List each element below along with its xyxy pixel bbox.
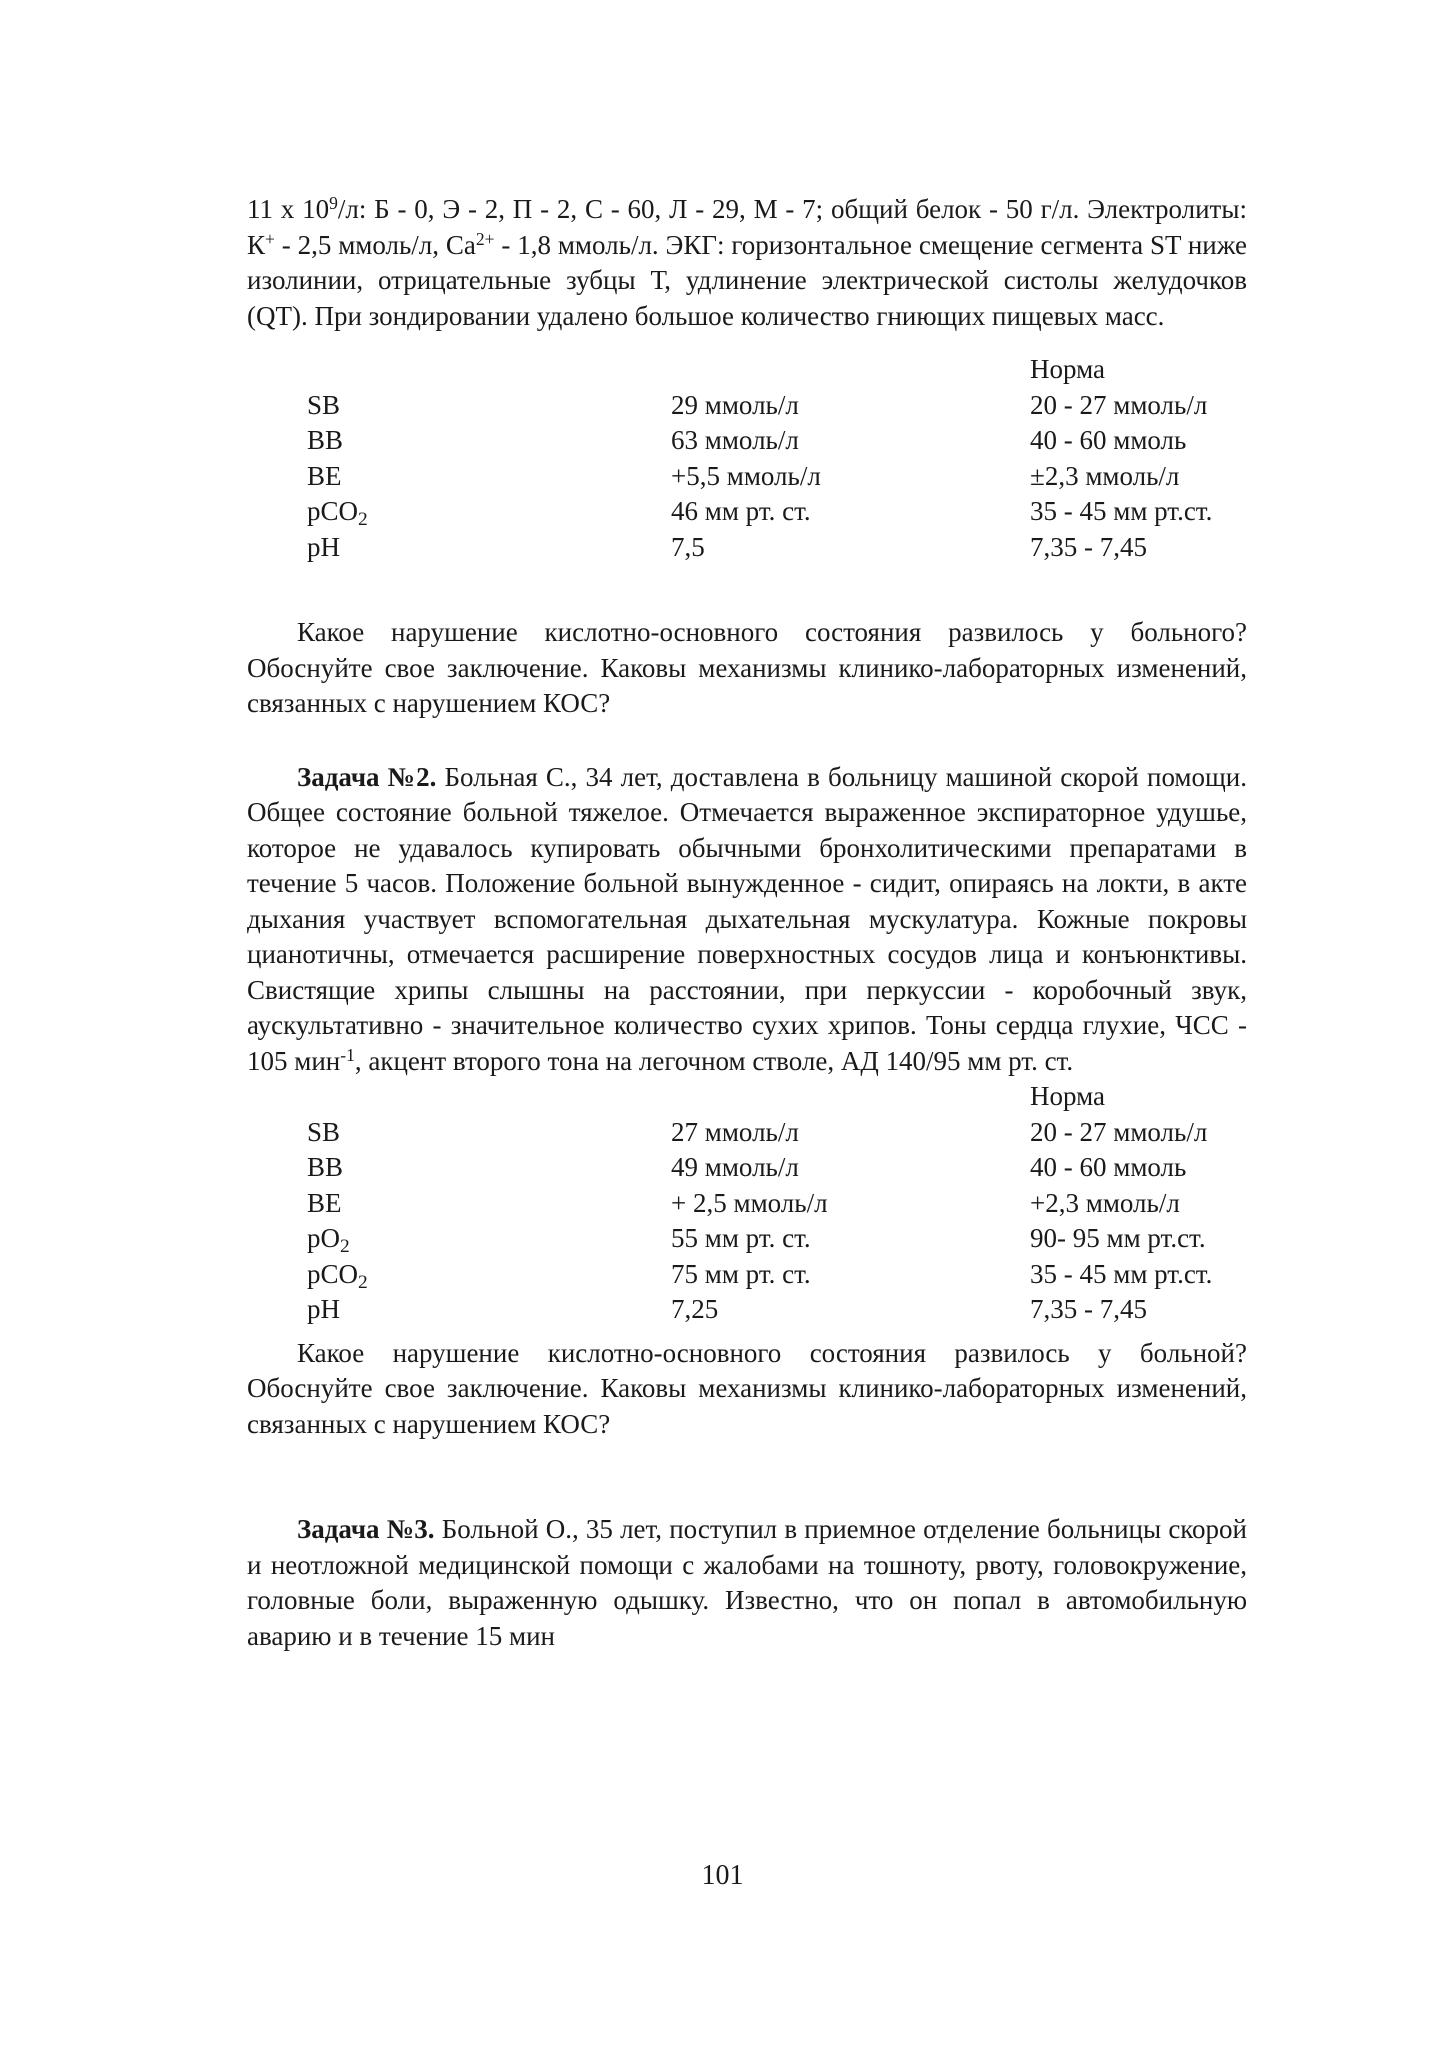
param-norm: 90- 95 мм рт.ст. <box>1030 1223 1206 1253</box>
lab-table-2 <box>247 1079 1247 1328</box>
task-2-paragraph <box>247 760 1247 1080</box>
param-name-base: pO <box>307 1223 340 1253</box>
param-name <box>307 1257 671 1293</box>
param-name-sub: 2 <box>340 1235 350 1257</box>
param-value: + 2,5 ммоль/л <box>671 1187 828 1218</box>
task-3-text: Больной О., 35 лет, поступил в приемное отделение больницы скорой и неотложной медицинской помощи с жалобами на тошноту, рвоту, головокружение, головные боли, выраженную одышку. Известно, что он попал в автомобильную аварию и в течение 15 мин <box>247 1514 1247 1651</box>
intro-sup: 9 <box>329 193 338 214</box>
param-name: SB <box>307 1116 341 1147</box>
param-norm: ±2,3 ммоль/л <box>1030 460 1180 491</box>
param-value: +5,5 ммоль/л <box>671 460 821 491</box>
param-value: 29 ммоль/л <box>671 389 799 420</box>
param-name-sub: 2 <box>358 508 368 530</box>
page-number: 101 <box>701 1860 744 1891</box>
task-3-paragraph <box>247 1512 1247 1654</box>
param-value: 46 мм рт. ст. <box>671 496 811 526</box>
norm-header: Норма <box>1030 354 1105 384</box>
task-2-text: , акцент второго тона на легочном стволе, АД 140/95 мм рт. ст. <box>354 1045 1074 1076</box>
param-norm: 7,35 - 7,45 <box>1030 531 1147 562</box>
param-value: 63 ммоль/л <box>671 425 799 455</box>
param-name: pH <box>307 531 340 562</box>
task-3-label: Задача №3. <box>297 1514 435 1544</box>
param-name: SB <box>307 389 341 420</box>
param-name: pH <box>307 1294 340 1324</box>
param-name <box>307 1221 671 1257</box>
param-norm: 35 - 45 мм рт.ст. <box>1030 496 1213 526</box>
param-norm: 40 - 60 ммоль <box>1030 1152 1187 1182</box>
param-value: 7,5 <box>671 531 705 562</box>
param-norm: 20 - 27 ммоль/л <box>1030 389 1208 420</box>
intro-text: - 1,8 ммоль/л. ЭКГ: горизонтальное смещение сегмента ST ниже изолинии, отрицательные зубцы Т, удлинение электрической систолы желудочков (QT). При зондировании удалено большое количество гниющих пищевых масс. <box>247 229 1248 331</box>
intro-text: 11 x 10 <box>247 194 330 224</box>
param-name: BE <box>307 460 342 491</box>
param-name-base: pCO <box>307 496 359 526</box>
question-1: Какое нарушение кислотно-основного состояния развилось у больного? Обоснуйте свое заключение. Каковы механизмы клинико-лабораторных изменений, связанных с нарушением КОС? <box>247 617 1247 718</box>
intro-text: - 2,5 ммоль/л, Са <box>274 229 476 260</box>
task-2-label: Задача №2. <box>297 761 437 792</box>
param-norm: 35 - 45 мм рт.ст. <box>1030 1258 1213 1289</box>
param-name: BE <box>307 1187 342 1218</box>
min-exponent: -1 <box>340 1044 355 1065</box>
param-name-base: pCO <box>307 1258 359 1289</box>
param-value: 7,25 <box>671 1294 719 1324</box>
param-value: 27 ммоль/л <box>671 1116 799 1147</box>
param-name: BB <box>307 425 344 455</box>
param-norm: 40 - 60 ммоль <box>1030 425 1187 455</box>
k-charge: + <box>265 228 275 249</box>
param-name <box>307 494 671 530</box>
param-value: 49 ммоль/л <box>671 1152 799 1182</box>
norm-header: Норма <box>1030 1081 1105 1111</box>
task-2-text: Больная С., 34 лет, доставлена в больницу машиной скорой помощи. Общее состояние больной тяжелое. Отмечается выраженное экспираторное удушье, которое не удавалось купировать обычными бронхолитическими препаратами в течение 5 часов. Положение больной вынужденное - сидит, опираясь на локти, в акте дыхания участвует вспомогательная дыхательная мускулатура. Кожные покровы цианотичны, отмечается расширение поверхностных сосудов лица и конъюнктивы. Свистящие хрипы слышны на расстоянии, при перкуссии - коробочный звук, аускультативно - значительное количество сухих хрипов. Тоны сердца глухие, ЧСС - 105 мин <box>247 761 1248 1076</box>
question-2: Какое нарушение кислотно-основного состояния развилось у больной? Обоснуйте свое заключение. Каковы механизмы клинико-лабораторных изменений, связанных с нарушением КОС? <box>247 1337 1247 1439</box>
intro-paragraph <box>247 192 1247 334</box>
param-name-sub: 2 <box>358 1271 368 1293</box>
param-value: 55 мм рт. ст. <box>671 1223 811 1253</box>
lab-table-1 <box>247 352 1247 565</box>
param-norm: +2,3 ммоль/л <box>1030 1187 1180 1218</box>
param-norm: 7,35 - 7,45 <box>1030 1294 1147 1324</box>
param-value: 75 мм рт. ст. <box>671 1258 811 1289</box>
param-norm: 20 - 27 ммоль/л <box>1030 1116 1208 1147</box>
intro-text: /л: Б - 0, Э - 2, П - 2, С - 60, Л - 29, М - 7; общий белок - 50 г/л. Электролиты: К <box>247 194 1248 260</box>
param-name: BB <box>307 1152 344 1182</box>
ca-charge: 2+ <box>475 228 495 249</box>
document-page <box>247 192 1247 1654</box>
